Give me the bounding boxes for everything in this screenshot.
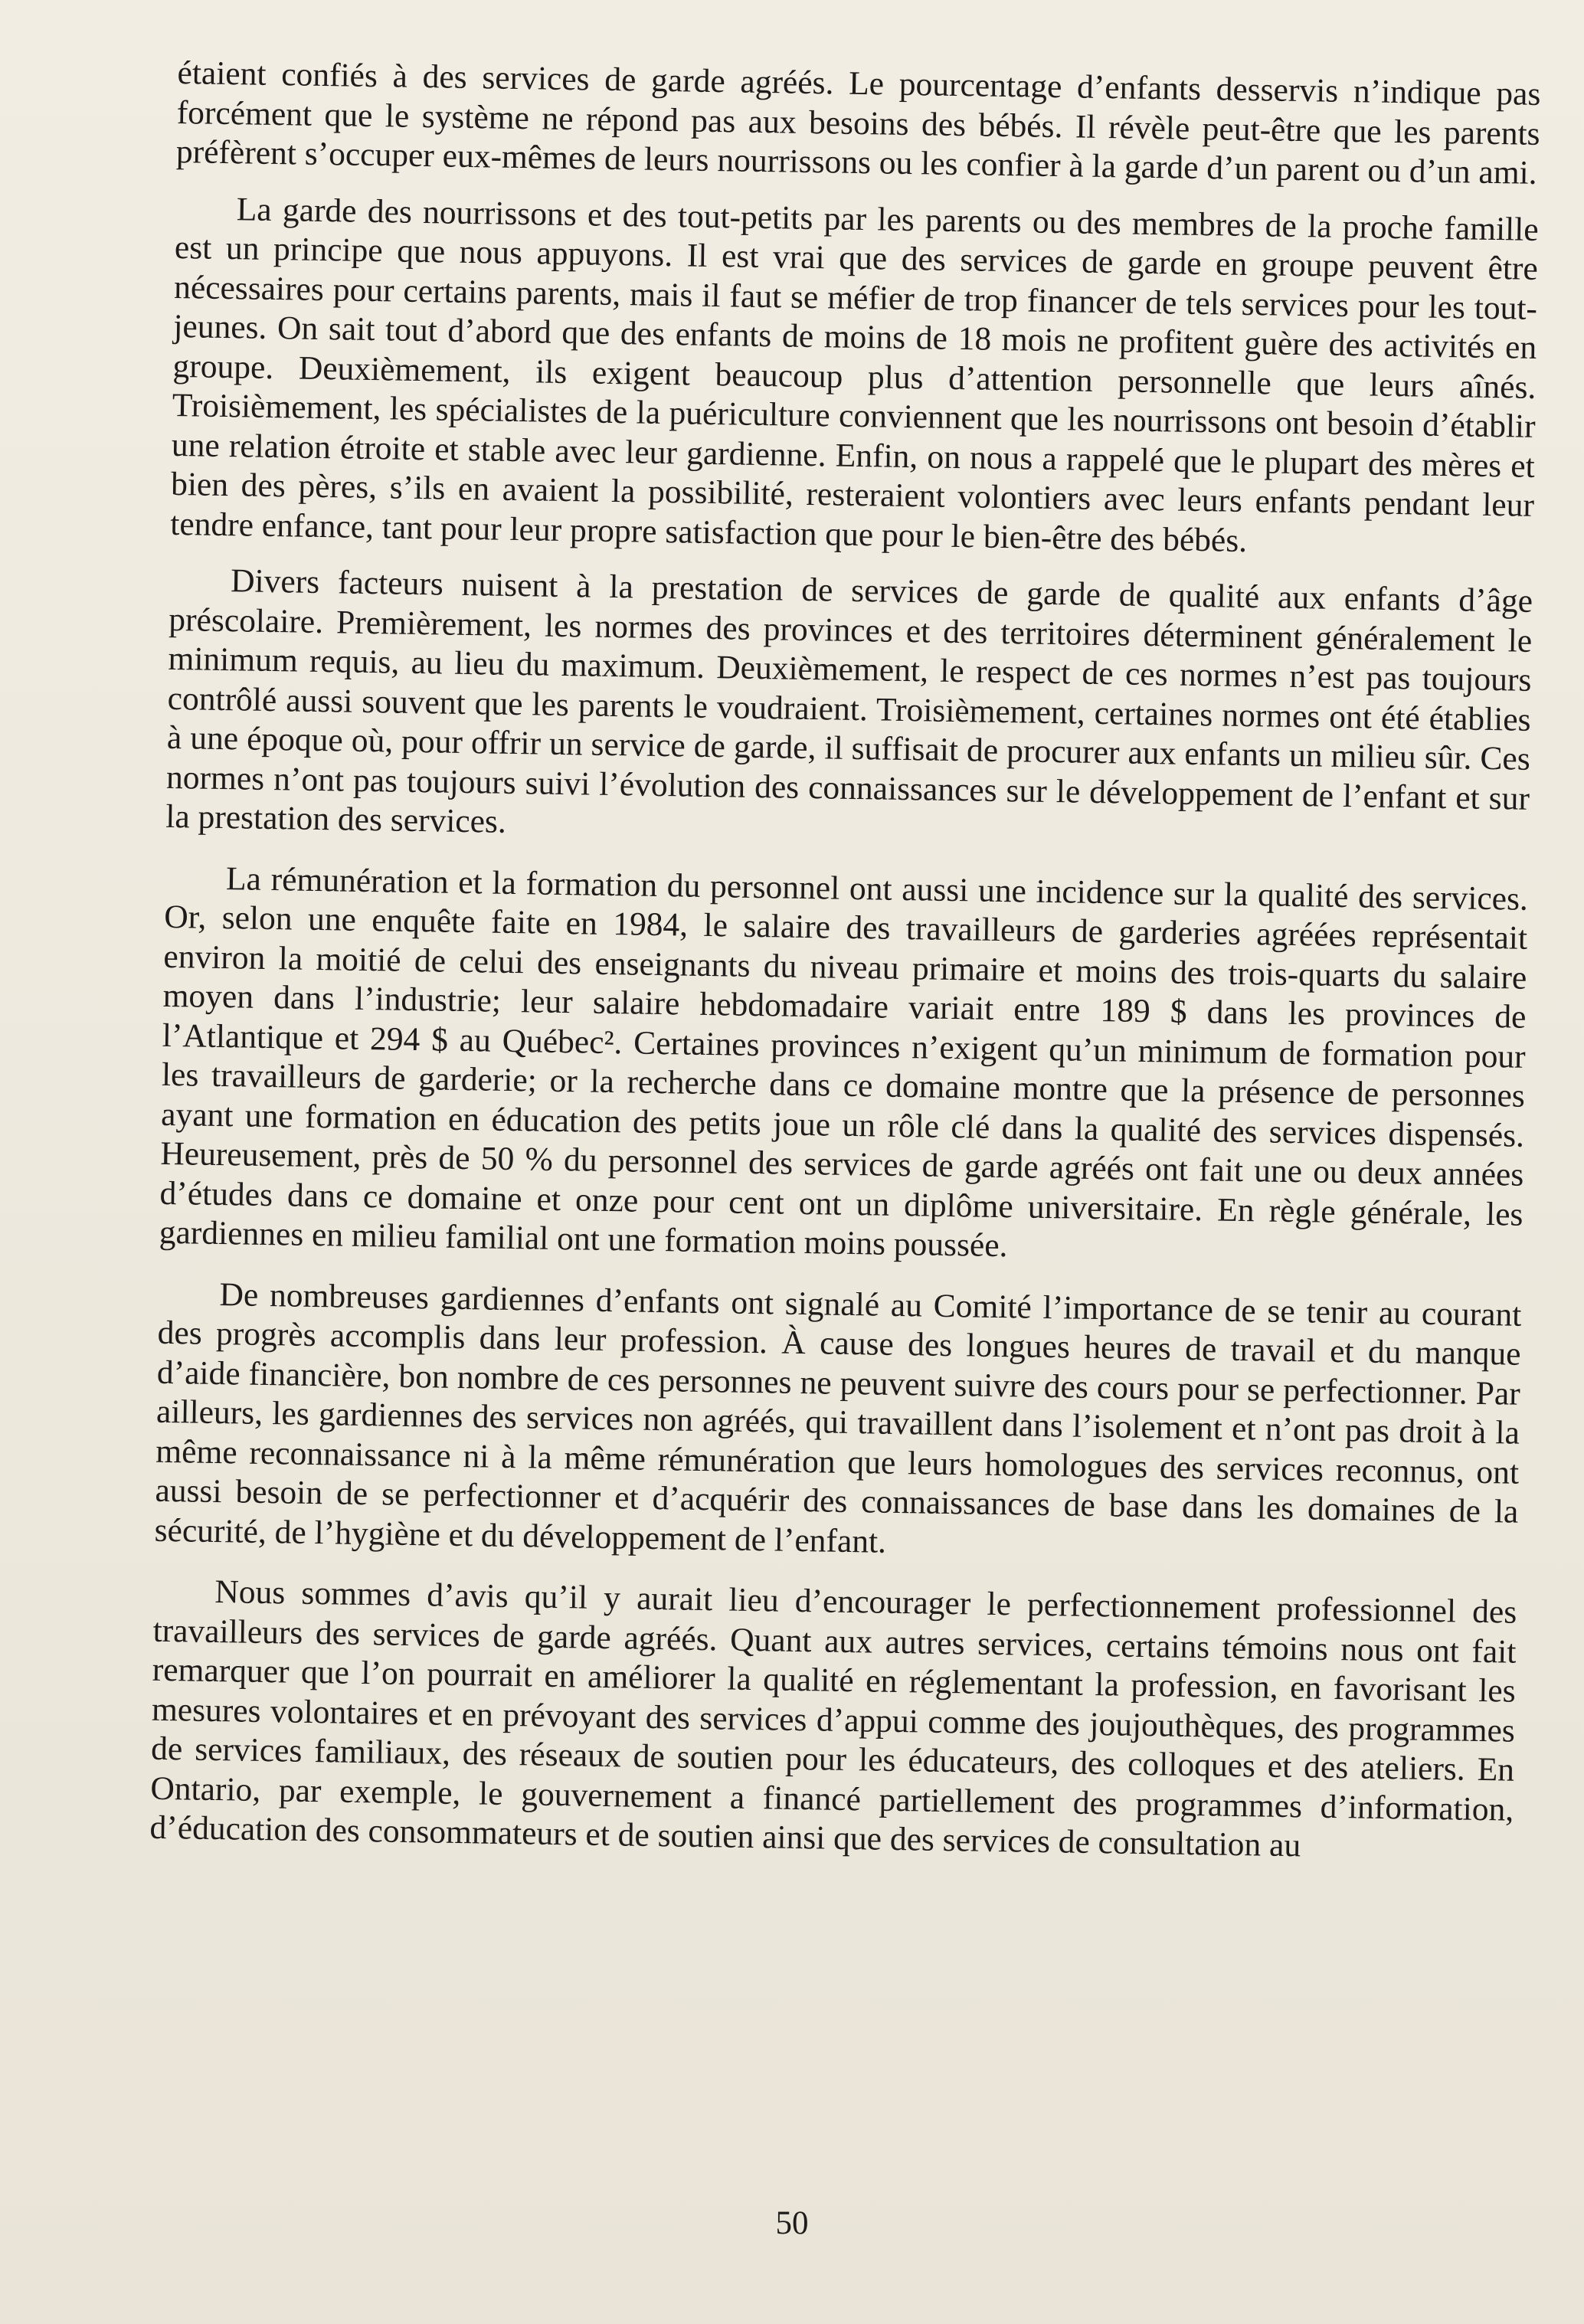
body-text — [149, 54, 1541, 1886]
paragraph-training-text: Certaines provinces n’exigent qu’un minimum de formation pour les travailleurs de garderie; or la recherche dans ce domaine montre que la présence de personnes ayant une formation en éducation des petits joue un rôle clé dans la qualité des services dispensés. Heureusement, près de 50 % du personnel des services de garde agréés ont fait une ou deux années d’études dans ce domaine et onze pour cent ont un diplôme universitaire. En règle générale, les gardiennes en milieu familial ont une formation moins poussée. — [159, 1024, 1527, 1265]
paragraph-remuneration-text: La rémunération et la formation du personnel ont aussi une incidence sur la qualité des services. Or, selon une enquête faite en 1984, le salaire des travailleurs de garderies agréées représentait environ la moitié de celui des enseignants du niveau primaire et moins des trois-quarts du salaire moyen dans l’industrie; leur salaire hebdomadaire variait entre 189 $ dans les provinces de l’Atlantique et 294 $ au Québec². — [162, 859, 1529, 1061]
paragraph-infant-care: La garde des nourrissons et des tout-petits par les parents ou des membres de la proche famille est un principe que nous appuyons. Il est vrai que des services de garde en groupe peuvent être nécessaires pour certains parents, mais il faut se méfier de trop financer de tels services pour les tout-jeunes. On sait tout d’abord que des enfants de moins de 18 mois ne profitent guère des activités en groupe. Deuxièmement, ils exigent beaucoup plus d’attention personnelle que leurs aînés. Troisièmement, les spécialistes de la puériculture conviennent que les nourrissons ont besoin d’établir une relation étroite et stable avec leur gardienne. Enfin, on nous a rappelé que le plupart des mères et bien des pères, s’ils en avaient la possibilité, resteraient volontiers avec leurs enfants pendant leur tendre enfance, tant pour leur propre satisfaction que pour le bien-être des bébés. — [169, 190, 1539, 559]
paragraph-caregivers: De nombreuses gardiennes d’enfants ont signalé au Comité l’importance de se tenir au courant des progrès accomplis dans leur profession. À cause des longues heures de travail et du manque d’aide financière, bon nombre de ces personnes ne peuvent suivre des cours pour se perfectionner. Par ailleurs, les gardiennes des services non agréés, qui travaillent dans l’isolement et n’ont pas droit à la même reconnaissance ni à la même rémunération que leurs homologues des services reconnus, ont aussi besoin de se perfectionner et d’acquérir des connaissances de base dans les domaines de la sécurité, de l’hygiène et du développement de l’enfant. — [154, 1275, 1522, 1560]
paragraph-continuation: étaient confiés à des services de garde agréés. Le pourcentage d’enfants desservis n’indique pas forcément que le système ne répond pas aux besoins des bébés. Il révèle peut-être que les parents préfèrent s’occuper eux-mêmes de leurs nourrissons ou les confier à la garde d’un parent ou d’un ami. — [175, 54, 1541, 191]
paragraph-remuneration — [159, 858, 1528, 1274]
page-number: 50 — [775, 2205, 809, 2241]
paragraph-quality-factors: Divers facteurs nuisent à la prestation de services de garde de qualité aux enfants d’âge préscolaire. Premièrement, les normes des provinces et des territoires déterminent généralement le minimum requis, au lieu du maximum. Deuxièmement, le respect de ces normes n’est pas toujours contrôlé aussi souvent que les parents le voudraient. Troisièmement, certaines normes ont été établies à une époque où, pour offrir un service de garde, il suffisait de procurer aux enfants un milieu sûr. Ces normes n’ont pas toujours suivi l’évolution des connaissances sur le développement de l’enfant et sur la prestation des services. — [165, 562, 1533, 840]
paragraph-professional-development: Nous sommes d’avis qu’il y aurait lieu d’encourager le perfectionnement professionnel des travailleurs des services de garde agréés. Quant aux autres services, certains témoins nous ont fait remarquer que l’on pourrait en améliorer la qualité en réglementant la profession, en favorisant les mesures volontaires et en prévoyant des services d’appui comme des joujouthèques, des programmes de services familiaux, des réseaux de soutien pour les éducateurs, des colloques et des ateliers. En Ontario, par exemple, le gouvernement a financé partiellement des programmes d’information, d’éducation des consommateurs et de soutien ainsi que des services de consultation au — [149, 1573, 1517, 1864]
